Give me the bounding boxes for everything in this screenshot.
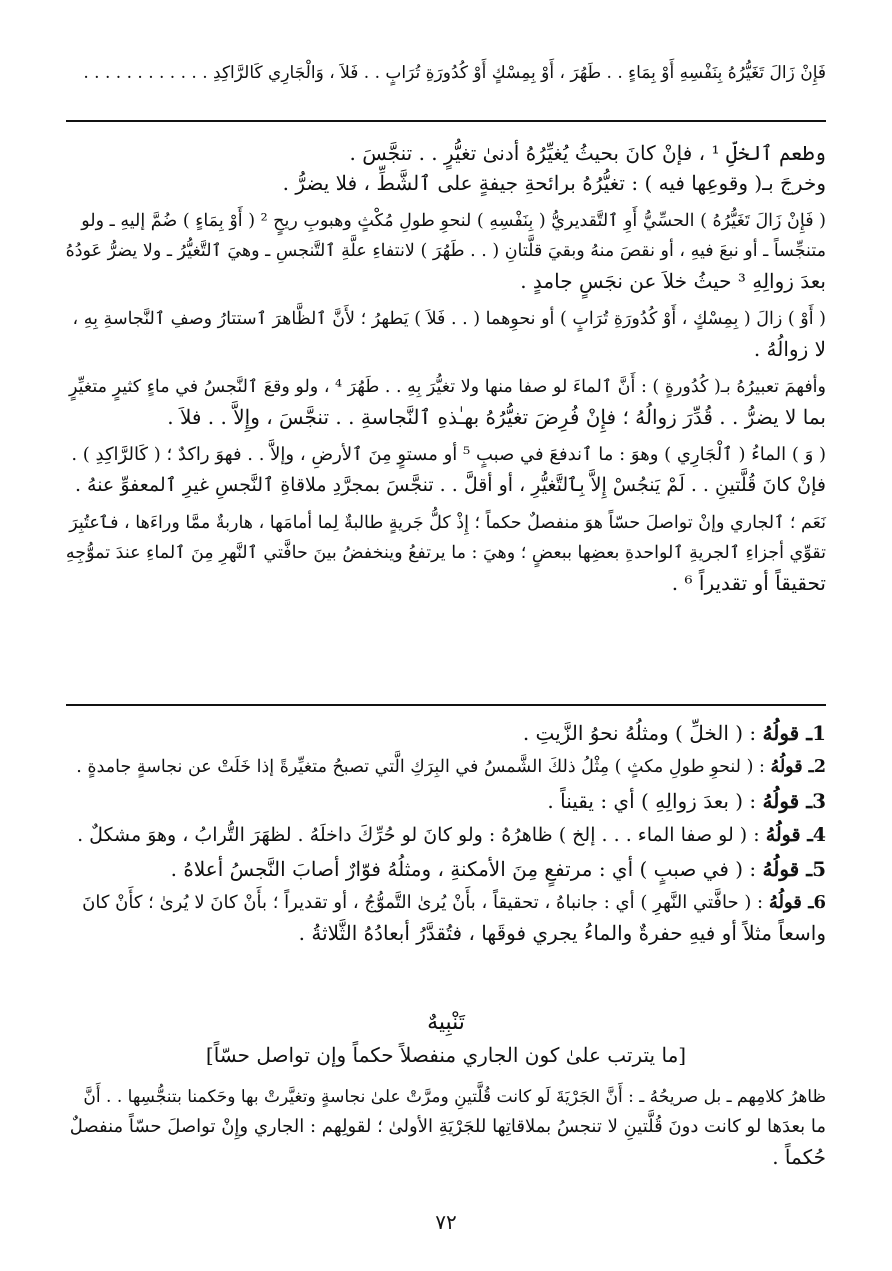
commentary-line: وخرجَ بـ( وقوعِها فيه ) : تغيُّرُهُ برائحةِ جيفةٍ على ٱلشَّطِّ ، فلا يضرُّ . [282,171,826,195]
commentary-line: تقوِّي أجزاءِ ٱلجريةِ ٱلواحدةِ بعضِها ببعضٍ ؛ وهيَ : ما يرتفعُ وينخفضُ بينَ حافَّتي ٱلنَّهرِ مِنَ ٱلماءِ عندَ تموُّجِهِ [65,543,826,563]
page-number: ٧٢ [435,1210,457,1234]
footnote-label: قولُهُ [762,857,800,881]
commentary-line: نَعَم ؛ ٱلجاري وإنْ تواصلَ حسّاً هوَ منفصلٌ حكماً ؛ إِذْ كلُّ جَريةٍ طالبةٌ لِما أمامَها ، هاربةٌ ممَّا وراءَها ، فٱعتُبِرَ [69,513,826,533]
tanbih-heading: تَنْبِيهٌ [427,1010,465,1035]
footnote-text: : ( لو صفا الماء . . . إلخ ) ظاهرُهُ : ولو كانَ لو حُرِّكَ داخلَهُ . لظهَرَ التُّرابُ ، وهوَ مشكلٌ . [77,824,760,846]
footnote-label: قولُهُ [768,892,802,913]
footnotes-block [66,718,826,948]
footnote: 3ـ قولُهُ : ( بعدَ زوالِهِ ) أي : يقيناً . [547,789,826,813]
tanbih-subheading: [ما يترتب علىٰ كون الجاري منفصلاً حكماً وإن تواصل حسّاً] [205,1043,687,1067]
footnote-divider [66,704,826,706]
footnote: 2ـ قولُهُ : ( لنحوِ طولِ مكثٍ ) مِثْلُ ذلكَ الشَّمسُ في البِرَكِ الَّتي تصبحُ متغيِّرةً إذا خَلَتْ عن نجاسةٍ جامدةٍ . [76,757,826,777]
commentary-line: فإنْ كانَ قُلَّتينِ . . لَمْ يَنجُسْ إِلاَّ بِٱلتَّغيُّرِ ، أو أقلَّ . . تنجَّسَ بمجرَّدِ ملاقاةِ ٱلنَّجسِ غيرِ ٱلمعفوِّ عنهُ . [74,474,826,496]
footnote-number: 1 [812,721,826,745]
footnote-label: قولُهُ [762,721,800,745]
commentary-line: بعدَ زوالِهِ ³ حيثُ خلاَ عن نجَسٍ جامدٍ . [520,269,826,293]
commentary-line: ( فَإِنْ زَالَ تَغَيُّرُهُ ) الحسِّيُّ أَوِ ٱلتَّقديريُّ ( بِنَفْسِهِ ) لنحوِ طولِ مُكْثٍ وهبوبِ ريحٍ ² ( أَوْ بِمَاءٍ ) ضُمَّ إليهِ ـ ولو [81,211,826,231]
tanbih-line: ما بعدَها لو كانت دونَ قُلَّتينِ لا تنجسُ بملاقاتِها للجَرْيَةِ الأولىٰ ؛ لقولِهم : الجاري وإِنْ تواصلَ حسّاً منفصلٌ [69,1116,826,1137]
footnote-text: : ( في صببٍ ) أي : مرتفعٍ مِنَ الأمكنةِ ، ومثلُهُ فوّارٌ أصابَ النَّجسُ أعلاهُ . [170,857,757,881]
commentary-line: لا زوالُهُ . [753,337,826,361]
footnote-text: : ( بعدَ زوالِهِ ) أي : يقيناً . [547,789,757,813]
footnote: 5ـ قولُهُ : ( في صببٍ ) أي : مرتفعٍ مِنَ الأمكنةِ ، ومثلُهُ فوّارٌ أصابَ النَّجسُ أعلاهُ . [170,857,826,881]
matn-line: فَإِنْ زَالَ تَغَيُّرُهُ بِنَفْسِهِ أَوْ بِمَاءٍ . . طَهُرَ ، أَوْ بِمِسْكٍ أَوْ كُدُورَةِ تُرَابٍ . . فَلاَ ، وَالْجَارِي كَالرَّاكِدِ . . . . . . . . . . . . [83,63,826,83]
footnote-text: : ( حافَّتي النَّهرِ ) أي : جانباهُ ، تحقيقاً ، بأَنْ يُرىٰ التَّموُّجُ ، أو تقديراً ؛ بأَنْ كانَ لا يُرىٰ ؛ كأَنْ كانَ [82,892,764,913]
commentary-line: وطعم ٱلخلِّ ¹ ، فإنْ كانَ بحيثُ يُغيِّرُهُ أدنىٰ تغيُّرٍ . . تنجَّسَ . [349,141,826,165]
top-divider [66,120,826,122]
footnote-continuation: واسعاً مثلاً أو فيهِ حفرةٌ والماءُ يجري فوقَها ، فتُقدَّرُ أبعادُهُ الثَّلاثةُ . [298,921,826,945]
footnote-label: قولُهُ [762,789,800,813]
footnote-text: : ( الخلِّ ) ومثلُهُ نحوُ الزَّيتِ . [522,721,757,745]
matn-text [66,58,826,88]
commentary-line: ( أَوْ ) زالَ ( بِمِسْكٍ ، أَوْ كُدُورَةِ تُرَابٍ ) أو نحوِهما ( . . فَلاَ ) يَطهرُ ؛ لأَنَّ ٱلظَّاهرَ ٱستتارُ وصفِ ٱلنَّجاسةِ بِهِ ، [72,309,826,329]
footnote: 6ـ قولُهُ : ( حافَّتي النَّهرِ ) أي : جانباهُ ، تحقيقاً ، بأَنْ يُرىٰ التَّموُّجُ ، أو تقديراً ؛ بأَنْ كانَ لا يُرىٰ ؛ كأَنْ كانَ [82,892,826,913]
footnote-number: 6 [813,892,826,913]
tanbih-line: ظاهرُ كلامِهم ـ بل صريحُهُ ـ : أَنَّ الجَرْيَةَ لَو كانت قُلَّتينِ ومرَّتْ علىٰ نجاسةٍ وتغيَّرتْ بها وحَكمنا بتنجُّسِها . . أَنَّ [83,1087,826,1107]
footnote-number: 3 [812,789,826,813]
commentary-line: بما لا يضرُّ . . قُدِّرَ زوالُهُ ؛ فإِنْ فُرِضَ تغيُّرُهُ بهـٰذهِ ٱلنَّجاسةِ . . تنجَّسَ ، وإِلاَّ . . فلاَ . [167,405,826,429]
footnote-text: : ( لنحوِ طولِ مكثٍ ) مِثْلُ ذلكَ الشَّمسُ في البِرَكِ الَّتي تصبحُ متغيِّرةً إذا خَلَتْ عن نجاسةٍ جامدةٍ . [76,757,765,777]
footnote-label: قولُهُ [765,824,801,846]
footnote-label: قولُهُ [770,757,803,777]
commentary-block [66,138,826,598]
footnote-number: 4 [812,824,826,846]
commentary-line: وأفهمَ تعبيرُهُ بـ( كُدُورةٍ ) : أَنَّ ٱلماءَ لو صفا منها ولا تغيُّرَ بِهِ . . طَهُرَ ⁴ ، ولو وقعَ ٱلنَّجسُ في ماءٍ كثيرٍ متغيِّرٍ [68,377,826,397]
commentary-line: متنجِّساً ـ أو نبعَ فيهِ ، أو نقصَ منهُ وبقيَ قلَّتانِ ( . . طَهُرَ ) لانتفاءِ علَّةِ ٱلتَّنجسِ ـ وهيَ ٱلتَّغيُّرُ ـ ولا يضرُّ عَودُهُ [65,241,826,261]
footnote-number: 5 [812,857,826,881]
commentary-line: ( وَ ) الماءُ ( ٱلْجَارِي ) وهوَ : ما ٱندفعَ في صببٍ ⁵ أو مستوٍ مِنَ ٱلأرضِ ، وإلاَّ . . فهوَ راكدٌ ؛ ( كَالرَّاكِدِ ) . [71,444,826,465]
commentary-line: تحقيقاً أو تقديراً ⁶ . [671,571,826,595]
footnote-number: 2 [813,757,826,777]
tanbih-line: حُكماً . [772,1145,826,1169]
footnote: 4ـ قولُهُ : ( لو صفا الماء . . . إلخ ) ظاهرُهُ : ولو كانَ لو حُرِّكَ داخلَهُ . لظهَرَ التُّرابُ ، وهوَ مشكلٌ . [77,824,826,846]
tanbih-body [66,1082,826,1172]
footnote: 1ـ قولُهُ : ( الخلِّ ) ومثلُهُ نحوُ الزَّيتِ . [522,721,826,745]
